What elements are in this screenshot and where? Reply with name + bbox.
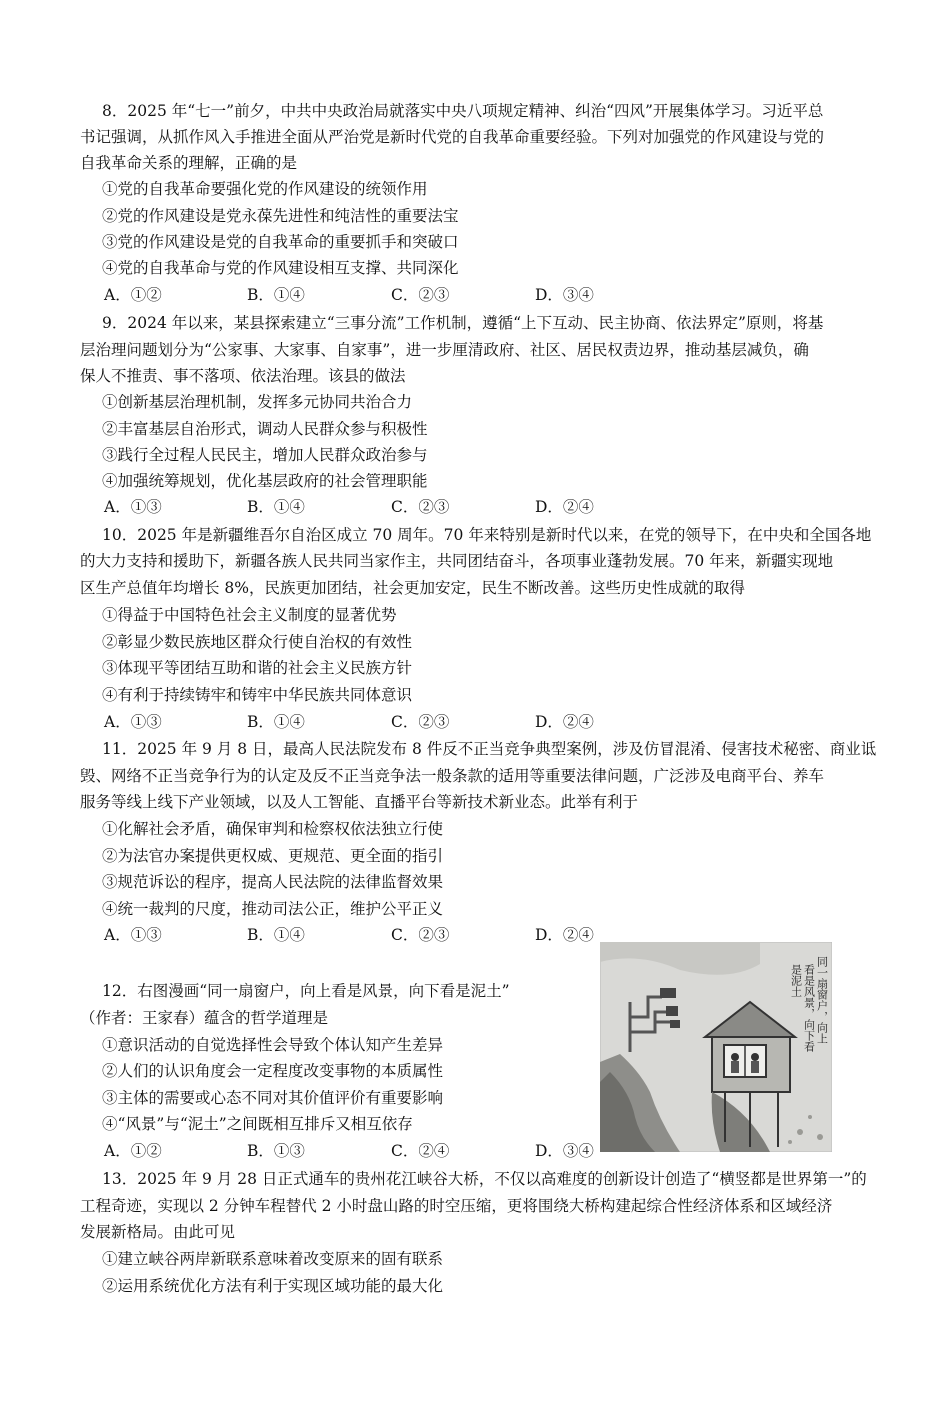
question-10-line-3: 区生产总值年均增长 8%，民族更加团结，社会更加安定，民生不断改善。这些历史性成就的取得: [80, 579, 746, 597]
question-13-statement-2: ②运用系统优化方法有利于实现区域功能的最大化: [102, 1277, 444, 1295]
question-9-statement-4: ④加强统筹规划，优化基层政府的社会管理职能: [102, 472, 428, 490]
cartoon-caption-column-1: 同一扇窗户，向上: [815, 956, 829, 1044]
question-9-option-b[interactable]: B．①④: [247, 498, 305, 516]
question-11-line-2: 毁、网络不正当竞争行为的认定及反不正当竞争法一般条款的适用等重要法律问题，广泛涉及电商平台、养车: [80, 767, 825, 785]
question-13-line-2: 工程奇迹，实现以 2 分钟车程替代 2 小时盘山路的时空压缩，更将围绕大桥构建起综合性经济体系和区域经济: [80, 1197, 833, 1215]
question-11-option-a[interactable]: A．①③: [104, 926, 162, 944]
cartoon-caption-column-3: 是泥土: [789, 964, 803, 997]
question-8-statement-2: ②党的作风建设是党永葆先进性和纯洁性的重要法宝: [102, 207, 459, 225]
question-12-statement-3: ③主体的需要或心态不同对其价值评价有重要影响: [102, 1089, 444, 1107]
question-9-option-d[interactable]: D．②④: [535, 498, 594, 516]
question-12-option-a[interactable]: A．①②: [104, 1142, 162, 1160]
question-12-statement-2: ②人们的认识角度会一定程度改变事物的本质属性: [102, 1062, 444, 1080]
question-11-line-3: 服务等线上线下产业领域，以及人工智能、直播平台等新技术新业态。此举有利于: [80, 793, 639, 811]
question-9-option-c[interactable]: C．②③: [391, 498, 450, 516]
question-9-statement-1: ①创新基层治理机制，发挥多元协同共治合力: [102, 393, 413, 411]
question-13-statement-1: ①建立峡谷两岸新联系意味着改变原来的固有联系: [102, 1250, 444, 1268]
question-9-statement-2: ②丰富基层自治形式，调动人民群众参与积极性: [102, 420, 428, 438]
question-13-line-1: 13．2025 年 9 月 28 日正式通车的贵州花江峡谷大桥，不仅以高难度的创新设计创造了“横竖都是世界第一”的: [102, 1170, 867, 1188]
question-11-option-c[interactable]: C．②③: [391, 926, 450, 944]
cartoon-caption-column-2: 看是风景，向下看: [802, 964, 816, 1052]
question-8-option-c[interactable]: C．②③: [391, 286, 450, 304]
question-10-statement-4: ④有利于持续铸牢和铸牢中华民族共同体意识: [102, 686, 413, 704]
question-10-option-c[interactable]: C．②③: [391, 713, 450, 731]
question-10-statement-1: ①得益于中国特色社会主义制度的显著优势: [102, 606, 397, 624]
question-8-line-3: 自我革命关系的理解，正确的是: [80, 154, 298, 172]
question-8-option-a[interactable]: A．①②: [104, 286, 162, 304]
question-9-line-3: 保人不推责、事不落项、依法治理。该县的做法: [80, 367, 406, 385]
question-10-statement-2: ②彰显少数民族地区群众行使自治权的有效性: [102, 633, 413, 651]
question-10-option-d[interactable]: D．②④: [535, 713, 594, 731]
question-8-statement-3: ③党的作风建设是党的自我革命的重要抓手和突破口: [102, 233, 459, 251]
question-10-option-a[interactable]: A．①③: [104, 713, 162, 731]
question-12-option-b[interactable]: B．①③: [247, 1142, 305, 1160]
question-10-line-1: 10．2025 年是新疆维吾尔自治区成立 70 周年。70 年来特别是新时代以来，在党的领导下，在中央和全国各地: [102, 526, 872, 544]
question-8-statement-1: ①党的自我革命要强化党的作风建设的统领作用: [102, 180, 428, 198]
question-11-line-1: 11．2025 年 9 月 8 日，最高人民法院发布 8 件反不正当竞争典型案例，涉及仿冒混淆、侵害技术秘密、商业诋: [102, 740, 877, 758]
question-11-option-b[interactable]: B．①④: [247, 926, 305, 944]
question-12-statement-1: ①意识活动的自觉选择性会导致个体认知产生差异: [102, 1036, 444, 1054]
question-8-line-1: 8．2025 年“七一”前夕，中共中央政治局就落实中央八项规定精神、纠治“四风”开展集体学习。习近平总: [102, 102, 824, 120]
question-13-line-3: 发展新格局。由此可见: [80, 1223, 236, 1241]
question-10-option-b[interactable]: B．①④: [247, 713, 305, 731]
question-9-line-2: 层治理问题划分为“公家事、大家事、自家事”，进一步厘清政府、社区、居民权责边界，推动基层减负，确: [80, 341, 809, 359]
question-8-option-b[interactable]: B．①④: [247, 286, 305, 304]
question-8-line-2: 书记强调，从抓作风入手推进全面从严治党是新时代党的自我革命重要经验。下列对加强党的作风建设与党的: [80, 128, 825, 146]
question-11-statement-1: ①化解社会矛盾，确保审判和检察权依法独立行使: [102, 820, 444, 838]
question-12-line-1: 12．右图漫画“同一扇窗户，向上看是风景，向下看是泥土”: [102, 982, 510, 1000]
question-10-statement-3: ③体现平等团结互助和谐的社会主义民族方针: [102, 659, 413, 677]
question-12-option-d[interactable]: D．③④: [535, 1142, 594, 1160]
window-cartoon-image: [600, 942, 832, 1152]
question-12-option-c[interactable]: C．②④: [391, 1142, 450, 1160]
question-8-statement-4: ④党的自我革命与党的作风建设相互支撑、共同深化: [102, 259, 459, 277]
question-12-line-2: （作者：王家春）蕴含的哲学道理是: [80, 1009, 329, 1027]
question-11-statement-2: ②为法官办案提供更权威、更规范、更全面的指引: [102, 847, 444, 865]
question-9-line-1: 9．2024 年以来，某县探索建立“三事分流”工作机制，遵循“上下互动、民主协商、依法界定”原则，将基: [102, 314, 824, 332]
question-8-option-d[interactable]: D．③④: [535, 286, 594, 304]
question-11-option-d[interactable]: D．②④: [535, 926, 594, 944]
question-9-statement-3: ③践行全过程人民民主，增加人民群众政治参与: [102, 446, 428, 464]
question-10-line-2: 的大力支持和援助下，新疆各族人民共同当家作主，共同团结奋斗，各项事业蓬勃发展。70 年来，新疆实现地: [80, 552, 834, 570]
question-12-statement-4: ④“风景”与“泥土”之间既相互排斥又相互依存: [102, 1115, 413, 1133]
question-9-option-a[interactable]: A．①③: [104, 498, 162, 516]
question-11-statement-4: ④统一裁判的尺度，推动司法公正，维护公平正义: [102, 900, 444, 918]
question-11-statement-3: ③规范诉讼的程序，提高人民法院的法律监督效果: [102, 873, 444, 891]
